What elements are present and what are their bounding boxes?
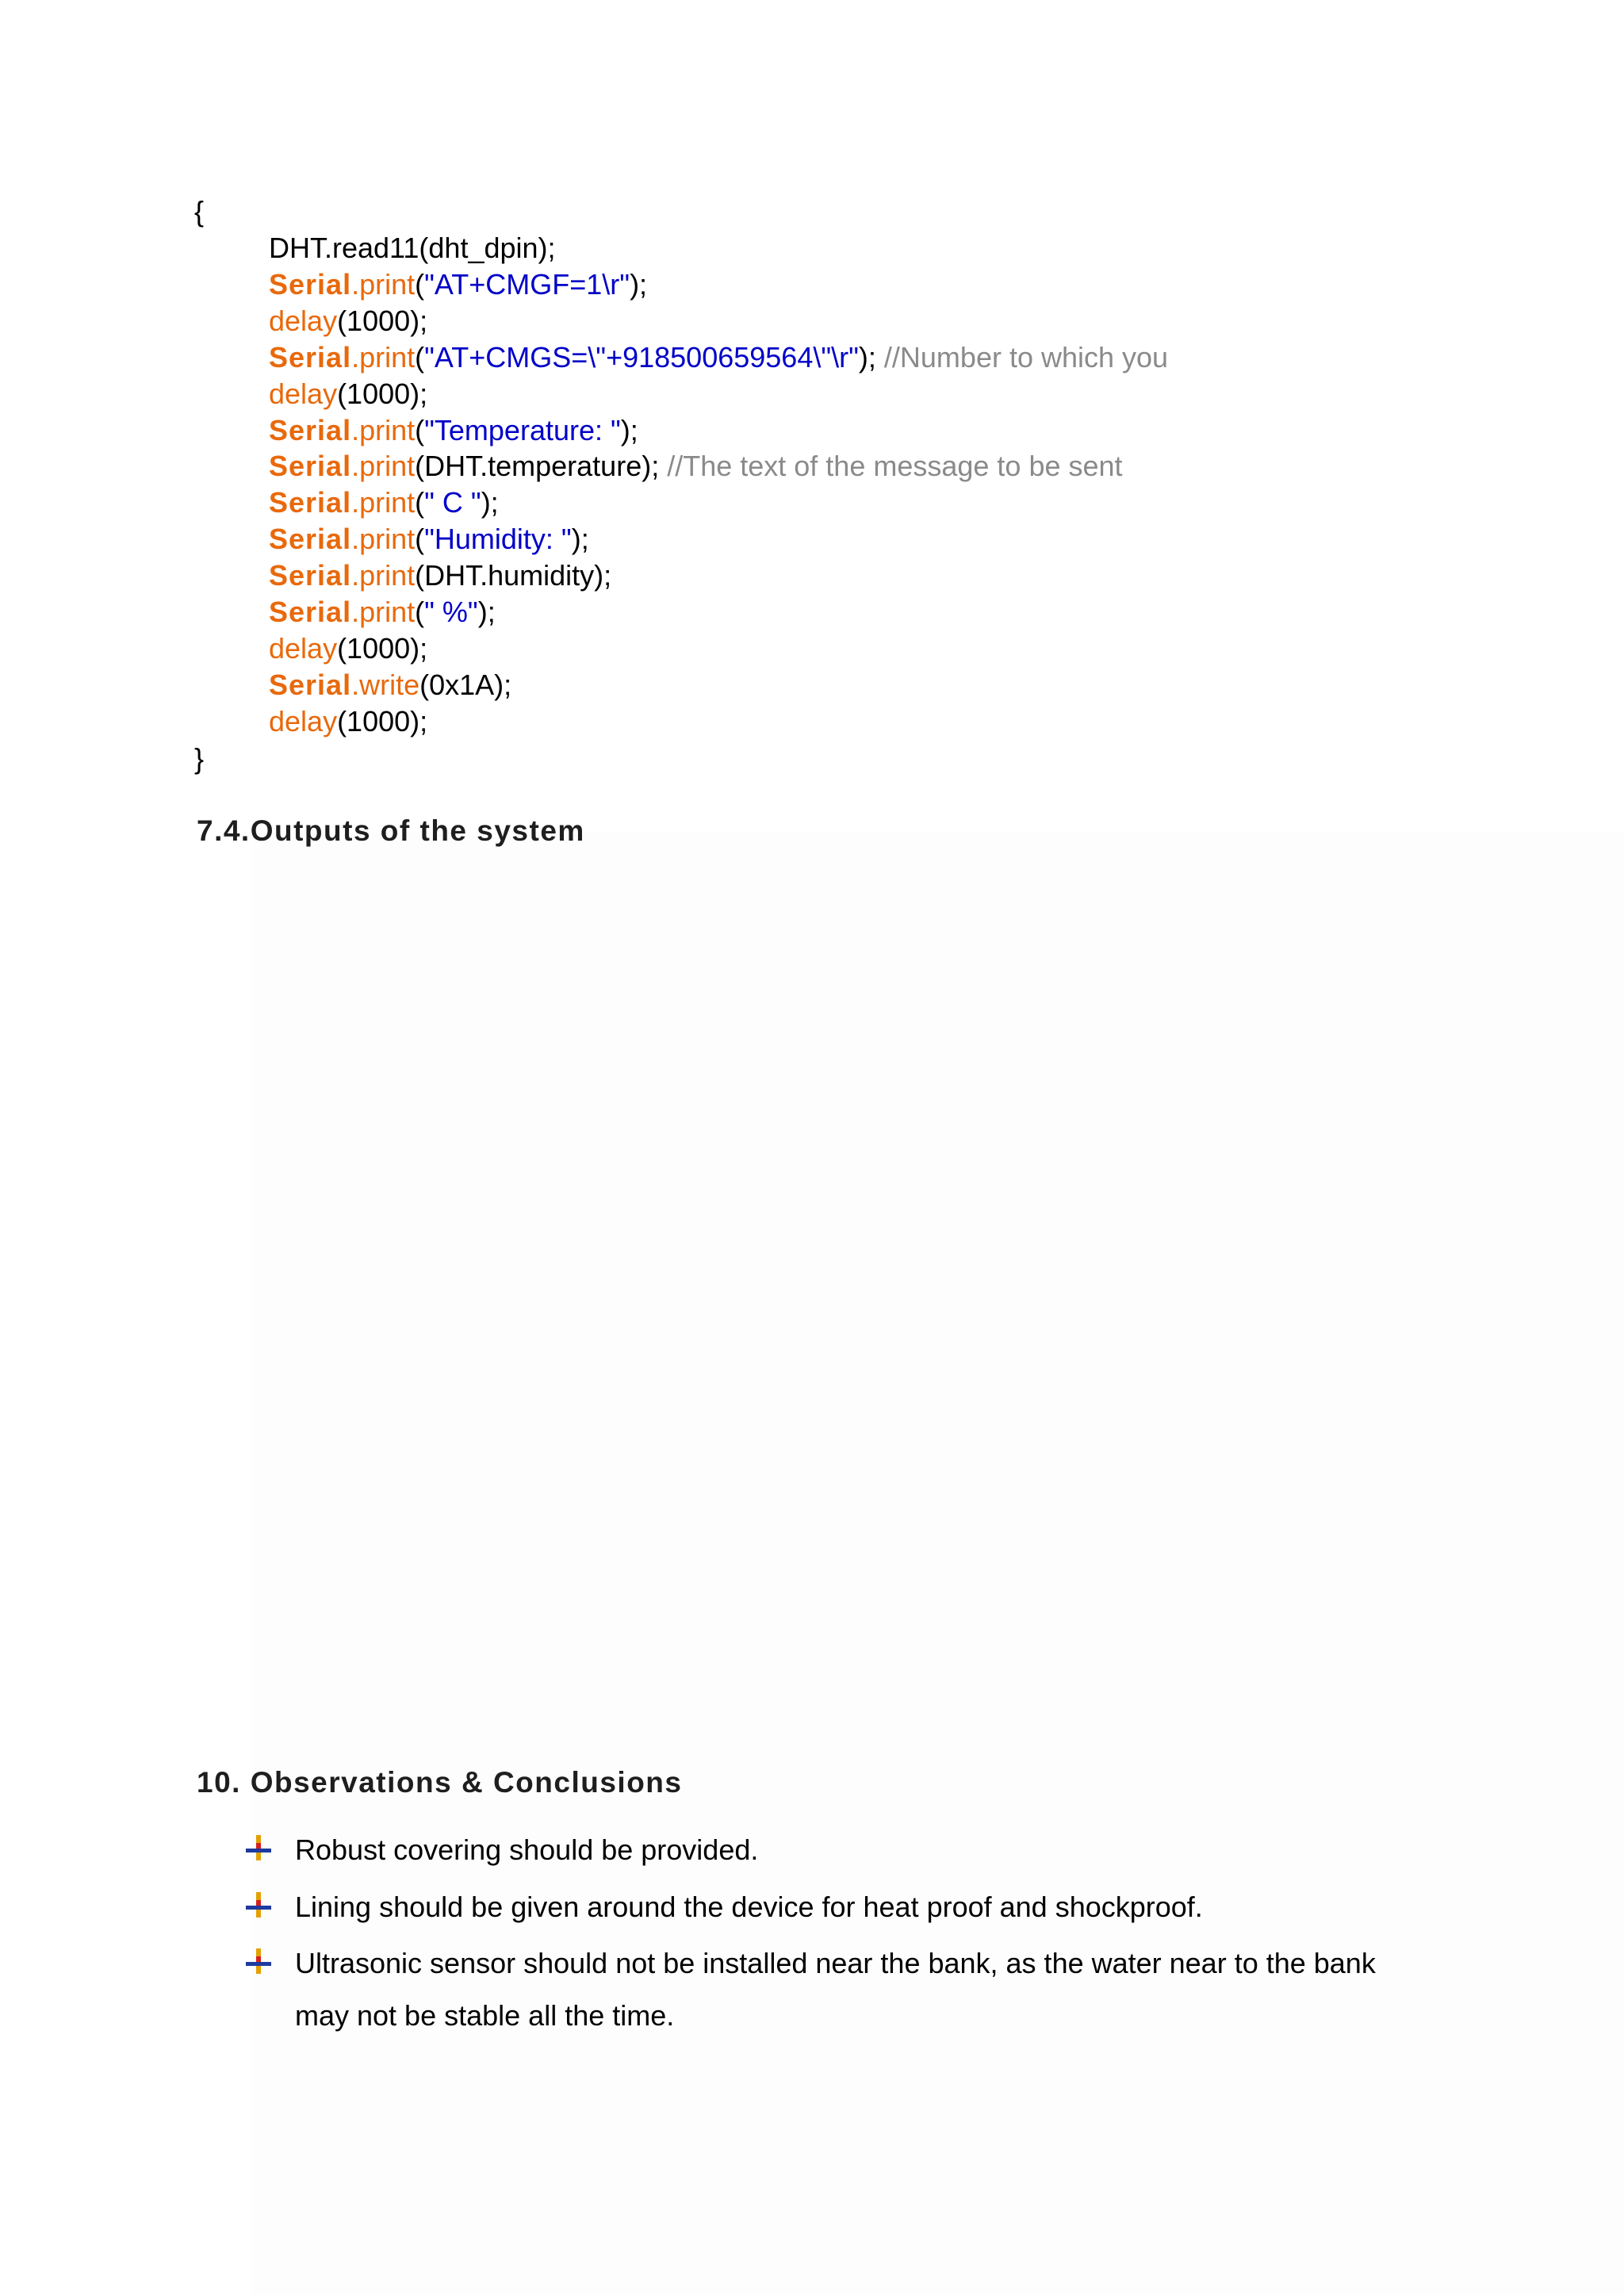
code-token-plain: ( xyxy=(415,596,425,628)
code-line xyxy=(269,521,589,557)
code-token-fn: .print xyxy=(351,523,416,556)
code-token-plain: DHT.read11(dht_dpin); xyxy=(269,232,556,264)
code-token-serial: Serial xyxy=(269,413,352,446)
code-token-fn: delay xyxy=(269,377,338,410)
code-token-fn: delay xyxy=(269,304,338,337)
section-heading-observations: 10. Observations & Conclusions xyxy=(197,1766,683,1799)
code-token-str: " C " xyxy=(424,486,481,519)
code-token-comment: //Number to which you xyxy=(883,340,1169,374)
code-token-plain: ( xyxy=(415,413,425,446)
code-token-plain: (DHT.temperature); xyxy=(415,450,668,483)
code-line xyxy=(269,412,638,449)
code-token-plain: ( xyxy=(415,523,425,556)
code-token-fn: .print xyxy=(351,267,416,301)
code-token-serial: Serial xyxy=(269,267,352,301)
code-token-plain: (1000); xyxy=(337,631,428,665)
code-token-plain: ); xyxy=(858,340,884,374)
code-line xyxy=(269,667,511,703)
code-line xyxy=(269,303,427,339)
code-token-comment: //The text of the message to be sent xyxy=(667,450,1123,483)
observation-item-text: may not be stable all the time. xyxy=(295,1999,675,2032)
code-token-fn: delay xyxy=(269,704,338,738)
code-line xyxy=(269,485,499,521)
code-token-plain: (1000); xyxy=(337,704,428,738)
code-token-plain: (1000); xyxy=(337,377,428,410)
cross-bullet-icon xyxy=(244,1833,273,1862)
code-token-fn: .print xyxy=(351,450,416,483)
code-token-serial: Serial xyxy=(269,340,352,374)
code-close-brace: } xyxy=(194,742,205,775)
code-token-plain: (1000); xyxy=(337,304,428,337)
code-token-fn: .print xyxy=(351,340,416,374)
code-token-fn: .print xyxy=(351,413,416,446)
code-line xyxy=(269,339,1168,376)
code-token-plain: ); xyxy=(571,523,589,556)
code-token-serial: Serial xyxy=(269,450,352,483)
code-token-str: "AT+CMGF=1\r" xyxy=(424,267,630,301)
code-token-fn: .print xyxy=(351,486,416,519)
code-line xyxy=(269,230,556,266)
code-token-plain: ); xyxy=(481,486,499,519)
observation-item-text: Ultrasonic sensor should not be installed near the bank, as the water near to the bank xyxy=(295,1947,1376,1979)
code-token-plain: (DHT.humidity); xyxy=(415,559,612,592)
code-line xyxy=(269,630,427,667)
code-token-plain: (0x1A); xyxy=(419,668,512,701)
code-token-str: "AT+CMGS=\"+918500659564\"\r" xyxy=(424,340,859,374)
code-line xyxy=(269,594,496,630)
code-token-fn: .print xyxy=(351,559,416,592)
section-heading-outputs: 7.4.Outputs of the system xyxy=(197,814,585,847)
code-token-plain: ); xyxy=(620,413,638,446)
code-line xyxy=(269,266,647,303)
code-token-str: " %" xyxy=(424,596,478,628)
code-token-str: "Humidity: " xyxy=(424,523,572,556)
code-token-fn: .write xyxy=(351,668,420,701)
code-token-plain: ( xyxy=(415,486,425,519)
observation-item-text: Lining should be given around the device for heat proof and shockproof. xyxy=(295,1891,1203,1923)
code-token-serial: Serial xyxy=(269,523,352,556)
outputs-area xyxy=(197,864,1434,1721)
code-token-fn: .print xyxy=(351,596,416,628)
code-token-serial: Serial xyxy=(269,668,352,701)
code-token-fn: delay xyxy=(269,631,338,665)
cross-bullet-icon xyxy=(244,1891,273,1919)
code-line xyxy=(269,557,611,594)
code-token-plain: ( xyxy=(415,267,425,301)
code-token-serial: Serial xyxy=(269,559,352,592)
code-token-serial: Serial xyxy=(269,596,352,628)
code-token-serial: Serial xyxy=(269,486,352,519)
code-line xyxy=(269,448,1123,485)
code-token-plain: ); xyxy=(477,596,496,628)
code-token-plain: ( xyxy=(415,340,425,374)
code-line xyxy=(269,703,427,740)
code-token-plain: ); xyxy=(630,267,648,301)
code-line xyxy=(269,376,427,412)
code-token-str: "Temperature: " xyxy=(424,413,621,446)
cross-bullet-icon xyxy=(244,1947,273,1975)
observation-item-text: Robust covering should be provided. xyxy=(295,1833,759,1866)
code-open-brace: { xyxy=(194,195,205,228)
